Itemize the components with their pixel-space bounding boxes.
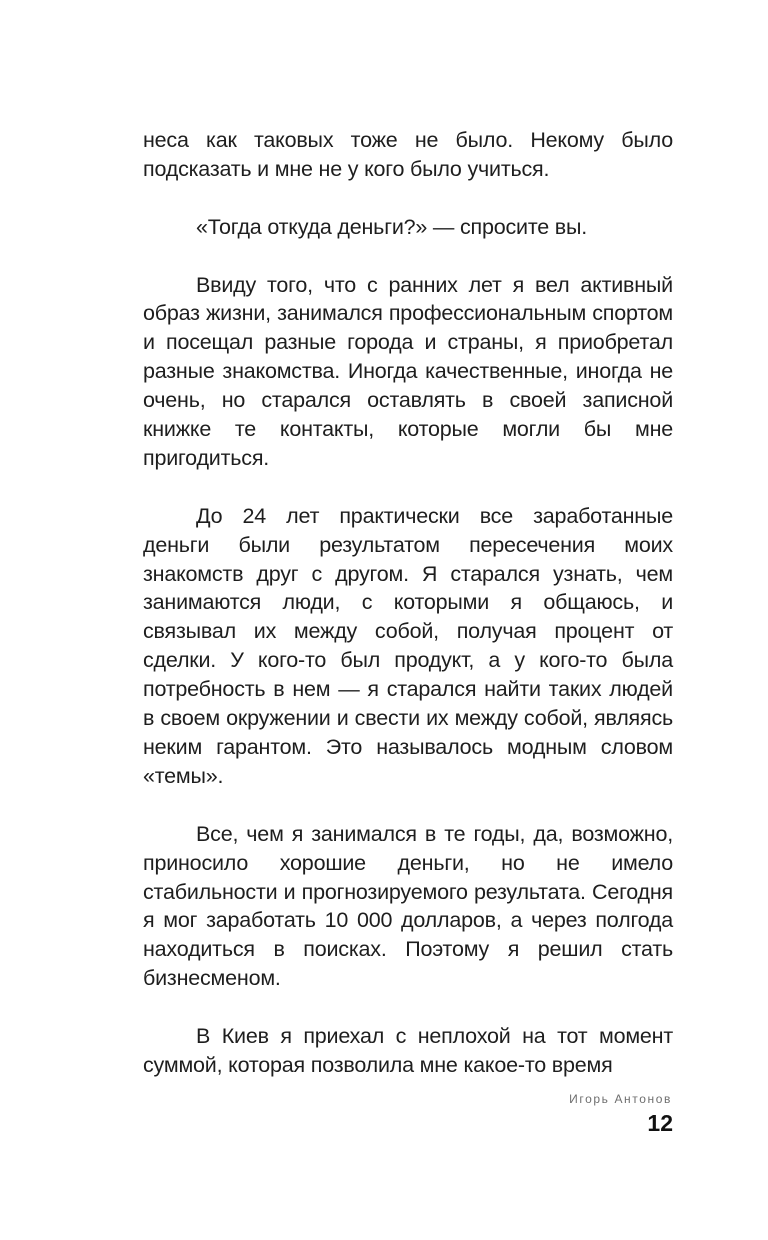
- paragraph-stability: Все, чем я занимался в те годы, да, возможно, приносило хорошие деньги, но не имело стабильности и прогнозируемого результата. Сегодня я мог заработать 10 000 долларов, а через полгода находиться в поисках. Поэтому я решил стать бизнесменом.: [143, 821, 673, 991]
- paragraph-acquaintances: Ввиду того, что с ранних лет я вел активный образ жизни, занимался профессиональным спортом и посещал разные города и страны, я приобретал разные знакомства. Иногда качественные, иногда не очень, но старался оставлять в своей записной книжке те контакты, которые могли бы мне пригодиться.: [143, 272, 673, 470]
- page-body-text: [143, 126, 673, 1080]
- paragraph-kyiv: В Киев я приехал с неплохой на тот момент суммой, которая позволила мне какое-то время: [143, 1024, 673, 1077]
- page-number: 12: [647, 1110, 673, 1136]
- paragraph-continuation: неса как таковых тоже не было. Некому было подсказать и мне не у кого было учиться.: [143, 128, 673, 181]
- paragraph-earnings: До 24 лет практически все заработанные деньги были результатом пересечения моих знакомств друг с другом. Я старался узнать, чем занимаются люди, с которыми я общаюсь, и связывал их между собой, получая процент от сделки. У кого-то был продукт, а у кого-то была потребность в нем — я старался найти таких людей в своем окружении и свести их между собой, являясь неким гарантом. Это называлось модным словом «темы».: [143, 503, 673, 788]
- running-footer-author: Игорь Антонов: [569, 1092, 672, 1106]
- paragraph-quote: «Тогда откуда деньги?» — спросите вы.: [196, 214, 588, 239]
